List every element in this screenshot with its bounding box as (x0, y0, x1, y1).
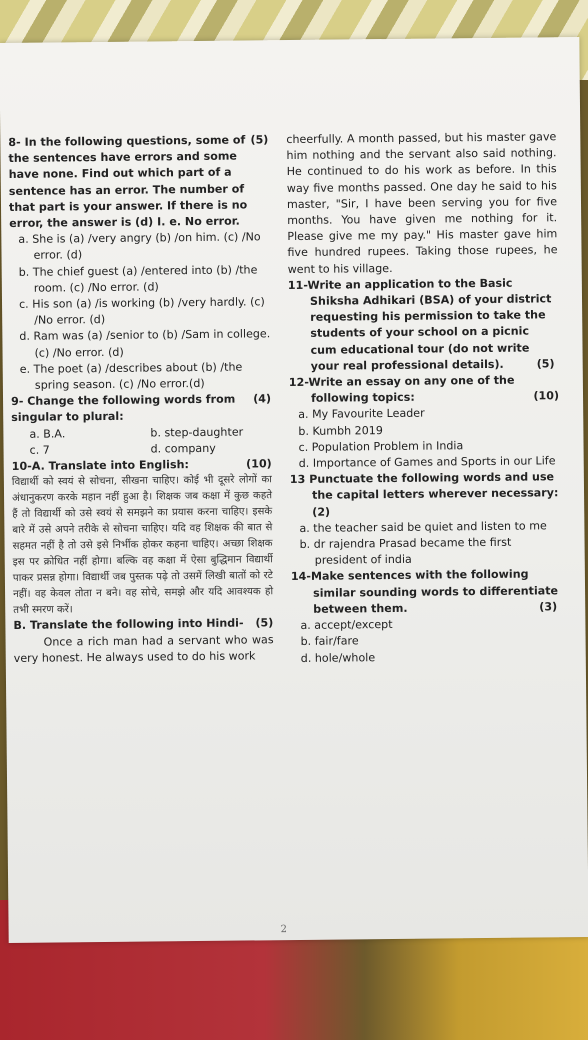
question-12 (289, 372, 560, 472)
q13-marks: (2) (312, 505, 331, 519)
question-10b (13, 616, 273, 667)
q13-heading: 13 Punctuate the following words and use the capital letters wherever necessary: (289, 470, 559, 503)
q8-marks: (5) (250, 133, 269, 147)
q8-item-d: d. Ram was (a) /senior to (b) /Sam in college. (c) /No error. (d) (19, 327, 271, 360)
q9-marks: (4) (253, 392, 272, 406)
left-column (8, 132, 274, 667)
q8-heading: 8- In the following questions, some of the sentences have errors and some have none. Find out which part of a sentence has an error. The number of that part is your answer. If there is no error, the answer is (d) I. e. No error. (8, 133, 248, 230)
q12-item-a: a. My Favourite Leader (298, 407, 425, 422)
q8-item-e: e. The poet (a) /describes about (b) /the spring season. (c) /No error.(d) (19, 360, 243, 392)
q10a-marks: (10) (246, 457, 272, 471)
page-number: 2 (280, 924, 288, 936)
q12-item-b: b. Kumbh 2019 (298, 423, 383, 438)
q13-item-b: b. dr rajendra Prasad became the first president of india (299, 535, 512, 568)
q14-item-a: a. accept/except (300, 618, 393, 633)
q10b-marks: (5) (255, 616, 274, 630)
q9-item-d: d. company (150, 441, 216, 456)
q12-item-c: c. Population Problem in India (298, 439, 464, 454)
question-13 (290, 469, 561, 569)
q10a-hindi-passage: विद्यार्थी को स्वयं से सोचना, सीखना चाहिए। कोई भी दूसरे लोगों का अंधानुकरण करके महान नहीं हुआ है। शिक्षक जब कक्षा में कुछ कहते हैं तो विद्यार्थी को उसे स्वयं से समझने का प्रयास करना चाहिए। इसके बारे में उसे अपने तरीके से सोचना चाहिए। यदि वह शिक्षक की बात से सहमत नहीं है तो उसे इसे निर्भीक होकर कहना चाहिए। अच्छा शिक्षक इस पर क्रोधित नहीं होगा। बल्कि वह कक्षा में ऐसा बुद्धिमान विद्यार्थी पाकर प्रसन्न होगा। विद्यार्थी जब पुस्तक पढ़े तो उसमें लिखी बातों को रटे नहीं। वह केवल तोता न बने। वह सोचे, समझे और यदि आवश्यक हो तभी स्मरण करें। (11, 474, 274, 616)
q13-item-a: a. the teacher said be quiet and listen to me (299, 519, 547, 535)
question-9 (11, 391, 272, 459)
question-11 (288, 275, 559, 375)
q9-item-c: c. 7 (29, 443, 50, 457)
q10b-passage-continued: cheerfully. A month passed, but his master gave him nothing and the servant also said nothing. He continued to do his work as before. In this way five months passed. One day he said to his master, "Sir, I have been serving you for five months. You have given me nothing for it. Please give me my pay." His master gave him five hundred rupees. Taking those rupees, he went to his village. (286, 130, 558, 276)
q12-item-d: d. Importance of Games and Sports in our Life (298, 454, 556, 471)
q12-marks: (10) (533, 389, 560, 403)
question-14 (291, 567, 562, 667)
q8-item-c: c. His son (a) /is working (b) /very hardly. (c) /No error. (d) (18, 295, 265, 327)
exam-page (0, 37, 588, 943)
right-column (286, 129, 562, 667)
question-8 (8, 132, 271, 394)
q11-heading: 11-Write an application to the Basic Shiksha Adhikari (BSA) of your district requesting his permission to take the students of your school on a picnic cum educational tour (do not write your real professional details). (287, 276, 552, 373)
q8-item-b: b. The chief guest (a) /entered into (b) /the room. (c) /No error. (d) (18, 262, 258, 295)
q12-heading: 12-Write an essay on any one of the following topics: (288, 373, 515, 406)
q9-heading: 9- Change the following words from singular to plural: (10, 392, 236, 425)
q10b-heading: B. Translate the following into Hindi- (13, 616, 244, 633)
question-10a (12, 456, 274, 618)
q10a-heading: 10-A. Translate into English: (11, 458, 189, 474)
q14-heading: 14-Make sentences with the following similar sounding words to differentiate between them. (290, 568, 559, 616)
q9-item-b: b. step-daughter (150, 425, 244, 440)
q9-item-a: a. B.A. (29, 427, 66, 441)
q10b-passage-start: Once a rich man had a servant who was very honest. He always used to do his work (13, 632, 274, 665)
q14-item-b: b. fair/fare (300, 634, 359, 649)
q14-item-d: d. hole/whole (300, 650, 376, 665)
q8-item-a: a. She is (a) /very angry (b) /on him. (c) /No error. (d) (18, 230, 261, 263)
